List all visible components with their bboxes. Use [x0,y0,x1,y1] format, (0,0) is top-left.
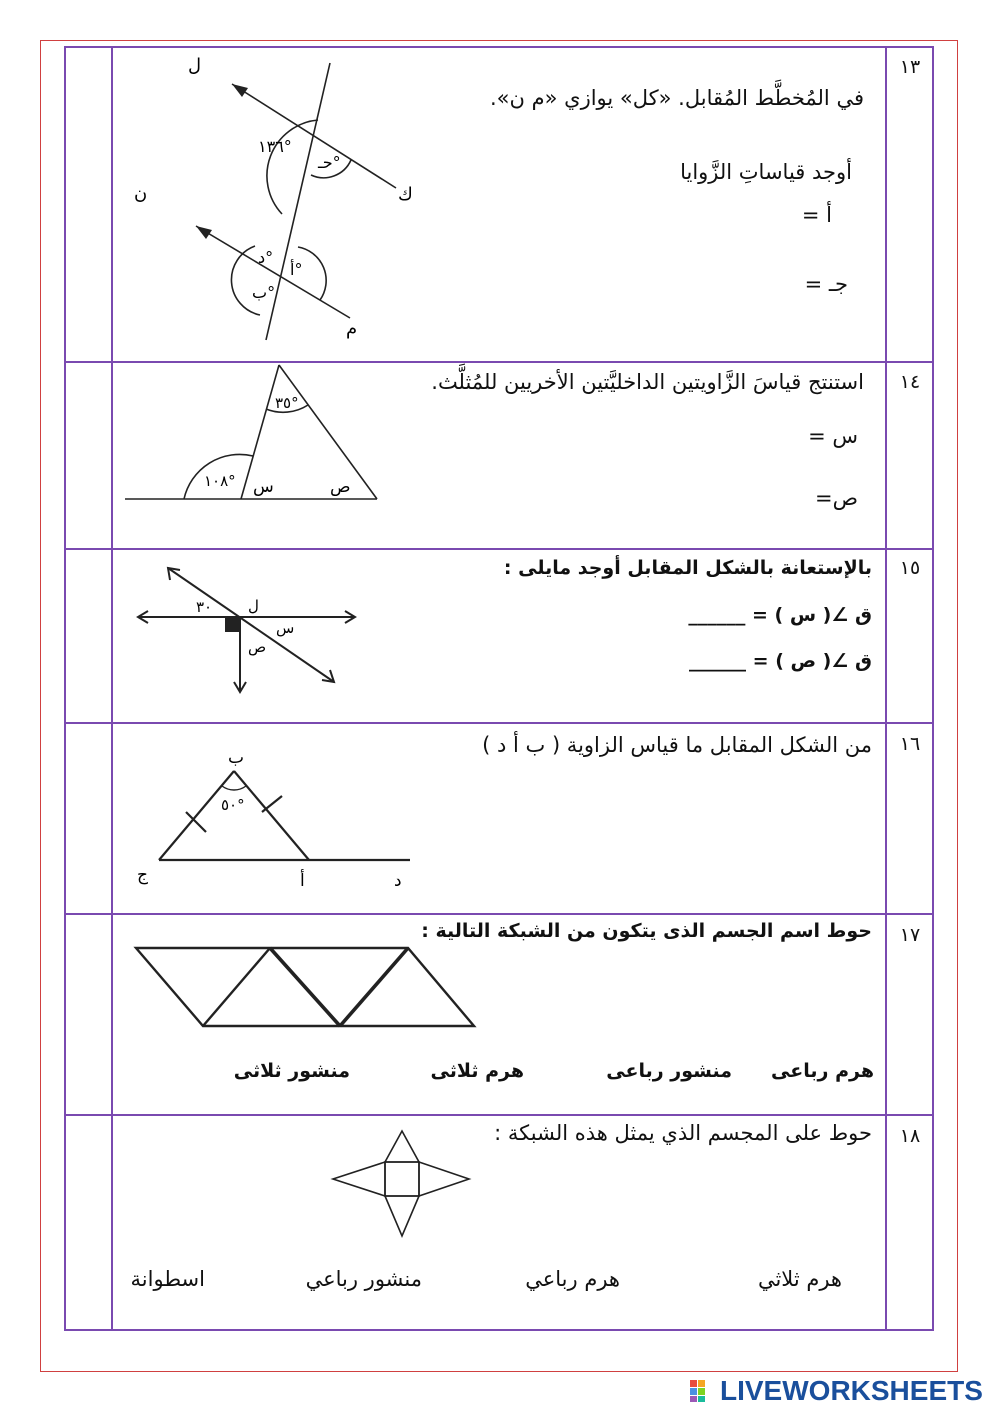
angle-c: حـ° [318,153,341,172]
question-text: بالإستعانة بالشكل المقابل أوجد مايلى : [503,557,872,579]
question-number: ١٧ [899,924,921,946]
option-3[interactable]: هرم ثلاثى [430,1060,524,1082]
option-2[interactable]: منشور رباعى [606,1060,732,1082]
answer-label-a: أ = [801,203,832,227]
question-text: استنتج قياسَ الزَّاويتين الداخليَّتين الأخريين للمُثلَّث. [431,370,864,394]
angle-50: ٥٠° [221,796,245,814]
option-1[interactable]: هرم رباعى [771,1060,874,1082]
label-nun: ن [134,183,148,204]
label-lam: ل [188,55,202,76]
label-d: د [394,871,402,891]
angle-30: ٣٠ [196,598,213,616]
question-number: ١٨ [899,1125,921,1147]
label-mim: م [346,318,358,339]
question-subtext: أوجد قياساتِ الزَّوايا [680,160,852,184]
answer-line-s: ق ∠( س ) = ______ [688,604,872,626]
answer-label-s: س = [808,424,858,448]
label-s: س [276,619,295,637]
angle-108: ١٠٨° [204,472,236,490]
question-number: ١٦ [899,733,921,755]
label-b: ب [228,748,245,768]
label-sad: ص [248,638,267,656]
label-kaf: ك [398,184,413,205]
option-4[interactable]: منشور ثلاثى [233,1060,350,1082]
label-l: ل [248,597,259,615]
question-text: حوط على المجسم الذي يمثل هذه الشبكة : [494,1121,872,1145]
answer-line-sad: ق ∠( ص ) = ______ [689,650,872,672]
logo-icon [690,1380,714,1402]
angle-35: ٣٥° [275,394,299,412]
answer-label-c: جـ = [804,272,848,296]
label-s: س [253,477,274,497]
question-text: في المُخطَّط المُقابل. «كل» يوازي «م ن». [489,86,864,110]
label-j: ج [137,865,148,885]
answer-label-sad: ص= [815,486,858,510]
question-text: من الشكل المقابل ما قياس الزاوية ( ب أ د ) [482,733,872,757]
option-1[interactable]: هرم ثلاثي [757,1267,842,1291]
angle-136: ١٣٦° [258,137,292,156]
question-number: ١٣ [899,56,921,78]
option-4[interactable]: اسطوانة [130,1267,205,1291]
label-a: أ [300,871,305,891]
liveworksheets-logo[interactable] [690,1374,990,1408]
label-sad: ص [330,477,351,497]
option-3[interactable]: منشور رباعي [305,1267,422,1291]
angle-d: د° [258,248,274,267]
question-number: ١٥ [899,557,921,579]
question-text: حوط اسم الجسم الذى يتكون من الشبكة التالية : [421,920,872,942]
angle-b: ب° [252,283,276,302]
angle-a: أ° [290,260,303,279]
option-2[interactable]: هرم رباعي [525,1267,620,1291]
brand-name: LIVEWORKSHEETS [720,1375,983,1406]
question-number: ١٤ [899,371,921,393]
